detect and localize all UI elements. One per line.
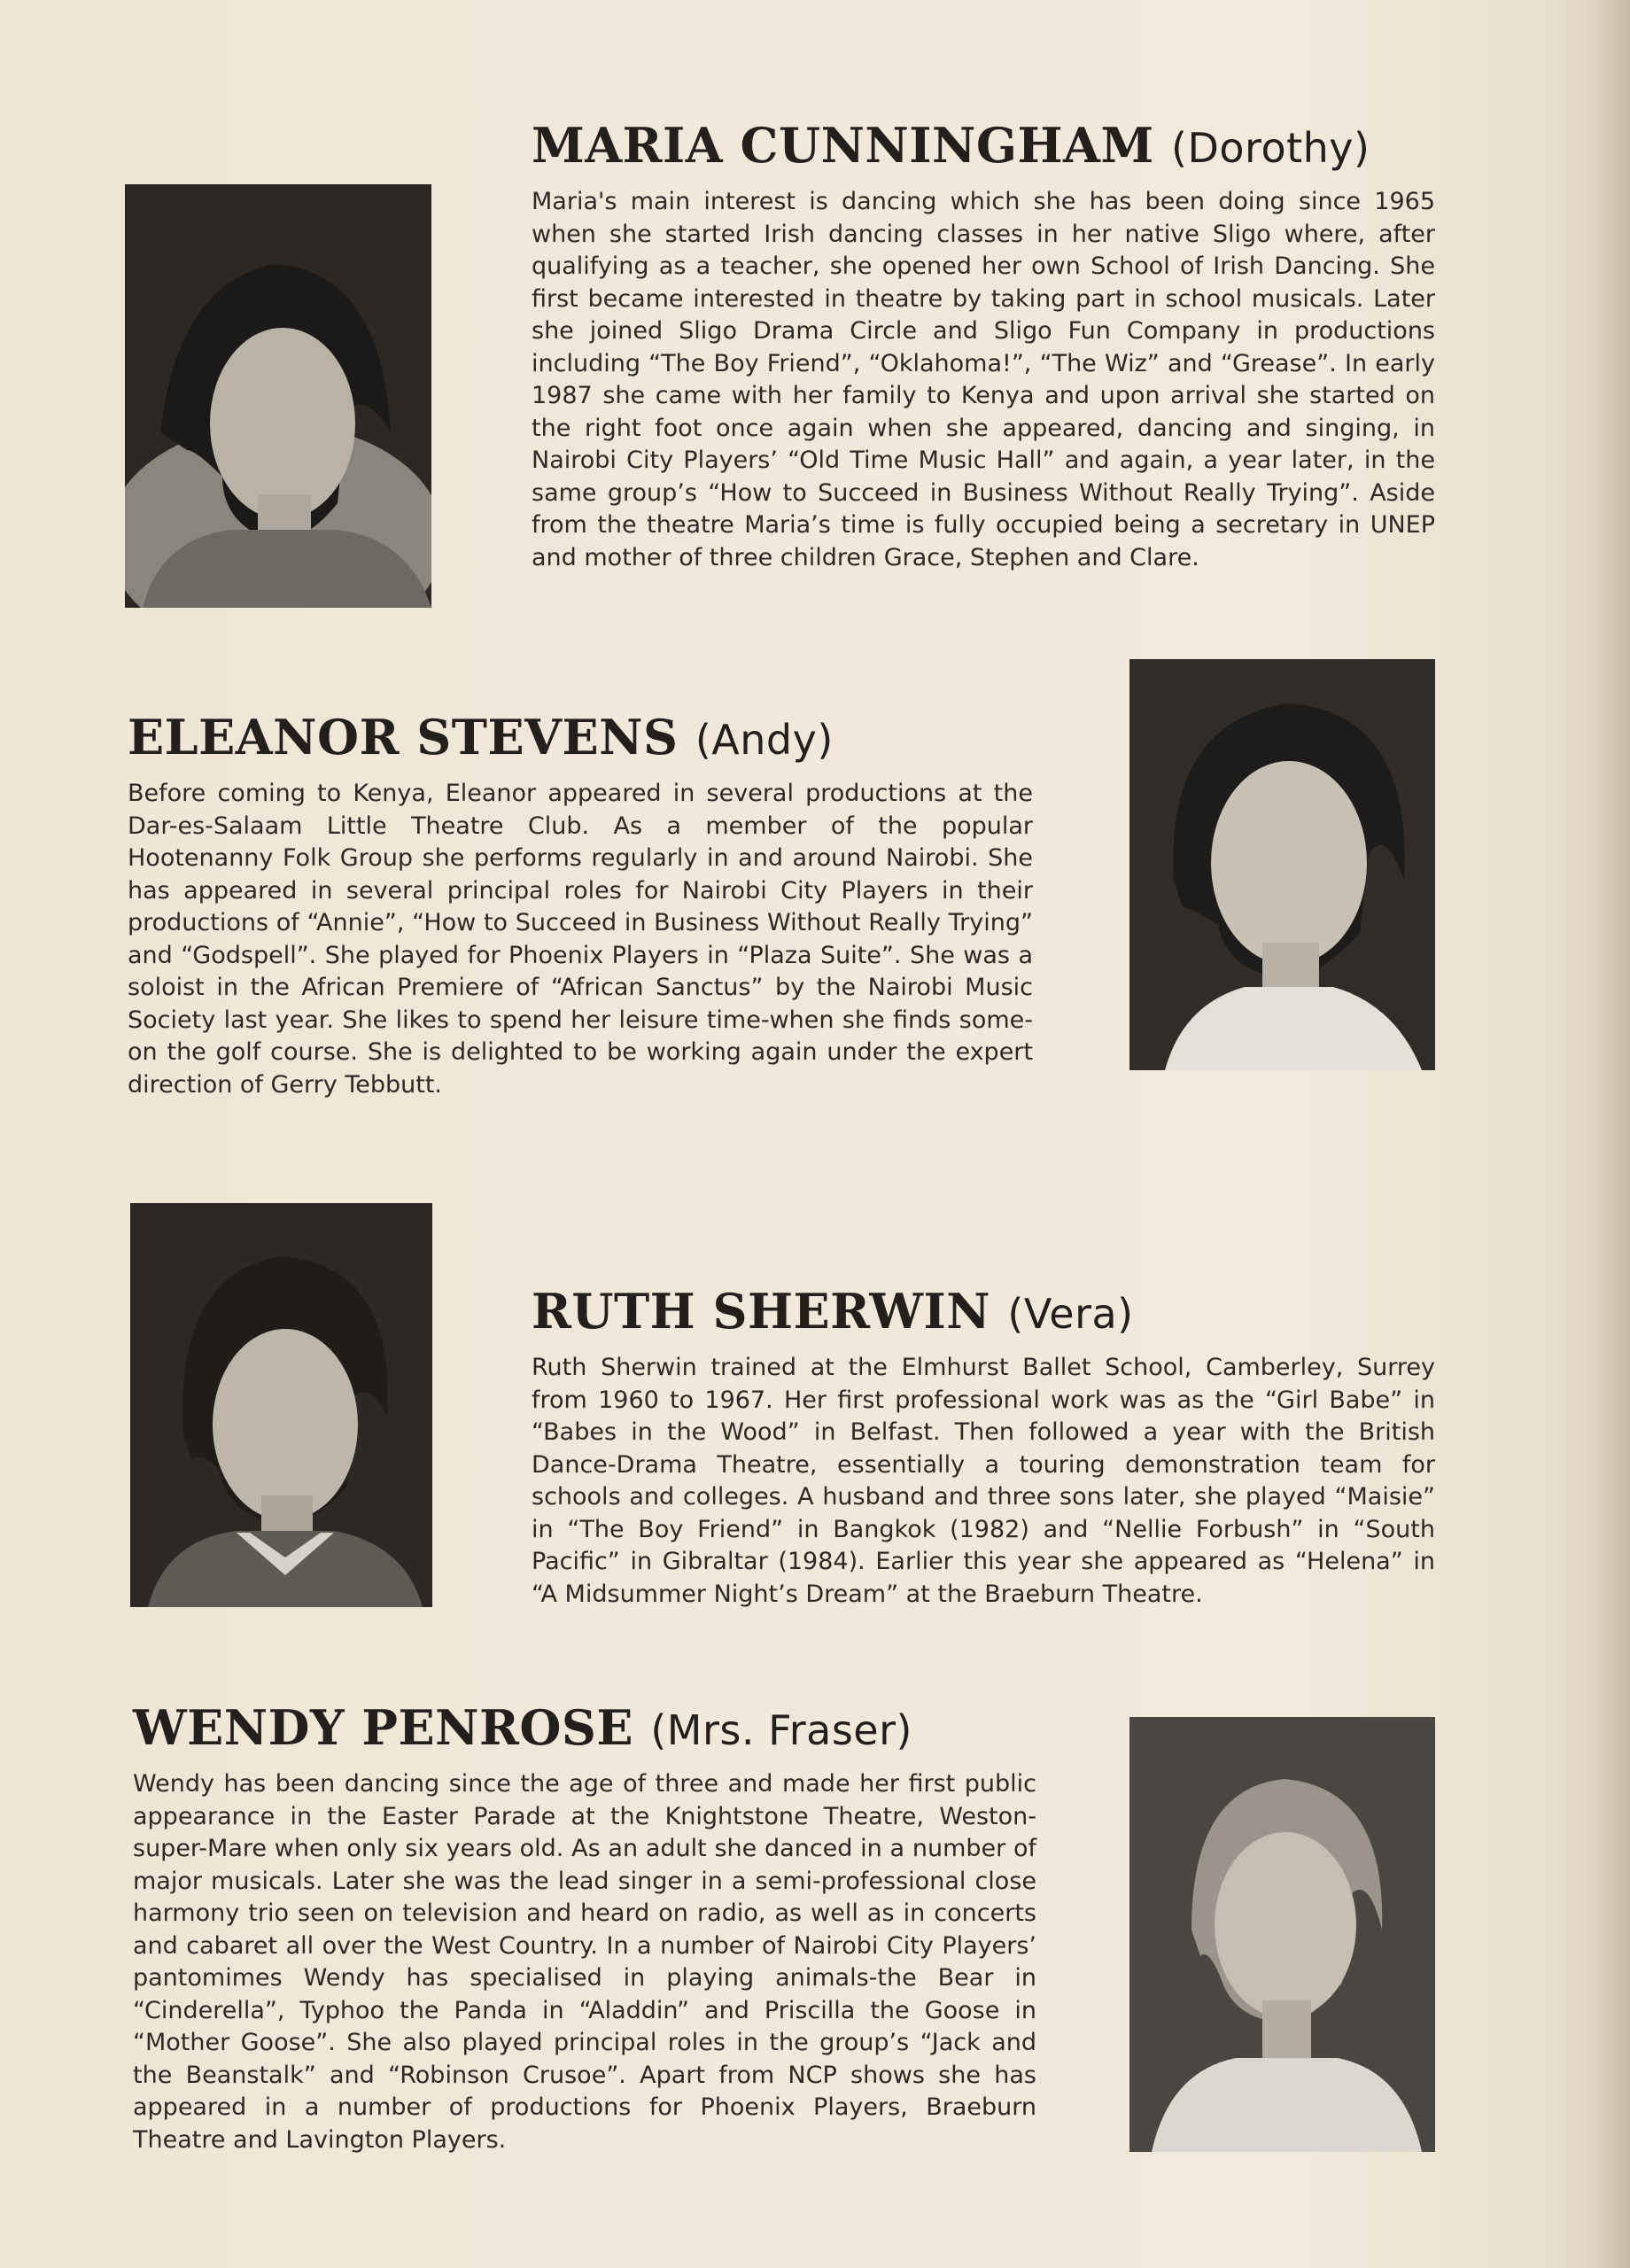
actor-heading (133, 1699, 1036, 1756)
actor-heading (532, 1283, 1435, 1340)
character-name: (Dorothy) (1171, 124, 1370, 172)
bio-text: Ruth Sherwin trained at the Elmhurst Ballet School, Camberley, Surrey from 1960 to 1967. Her first professional work was as the “Girl Babe” in “Babes in the Wood” in Belfast. Then followed a year with the British Dance-Drama Theatre, essentially a touring demonstration team for schools and colleges. A husband and three sons later, she played “Maisie” in “The Boy Friend” in Bangkok (1982) and “Nellie Forbush” in “South Pacific” in Gibraltar (1984). Earlier this year she appeared as “Helena” in “A Midsummer Night’s Dream” at the Braeburn Theatre. (532, 1354, 1435, 1608)
actor-name: WENDY PENROSE (133, 1699, 634, 1756)
portrait-photo-wendy (1129, 1717, 1435, 2152)
portrait-photo-ruth (130, 1203, 432, 1607)
bio-text: Maria's main interest is dancing which she has been doing since 1965 when she started Irish dancing classes in her native Sligo where, after qualifying as a teacher, she opened her own School of Irish Dancing. She first became interested in theatre by taking part in school musicals. Later she joined Sligo Drama Circle and Sligo Fun Company in productions including “The Boy Friend”, “Oklahoma!”, “The Wiz” and “Grease”. In early 1987 she came with her family to Kenya and upon arrival she started on the right foot once again when she appeared, dancing and singing, in Nairobi City Players’ “Old Time Music Hall” and again, a year later, in the same group’s “How to Succeed in Business Without Really Trying”. Aside from the theatre Maria’s time is fully occupied being a secretary in UNEP and mother of three children Grace, Stephen and Clare. (532, 188, 1435, 571)
portrait-photo-maria (125, 184, 431, 608)
character-name: (Vera) (1007, 1290, 1134, 1338)
bio-maria-cunningham (532, 117, 1435, 574)
actor-name: RUTH SHERWIN (532, 1283, 991, 1340)
bio-ruth-sherwin (532, 1283, 1435, 1611)
bio-wendy-penrose (133, 1699, 1036, 2156)
bio-text: Before coming to Kenya, Eleanor appeared in several productions at the Dar-es-Salaam Little Theatre Club. As a member of the popular Hootenanny Folk Group she performs regularly in and around Nairobi. She has appeared in several principal roles for Nairobi City Players in their productions of “Annie”, “How to Succeed in Business Without Really Trying” and “Godspell”. She played for Phoenix Players in “Plaza Suite”. She was a soloist in the African Premiere of “African Sanctus” by the Nairobi Music Society last year. She likes to spend her leisure time-when she finds some-on the golf course. She is delighted to be working again under the expert direction of Gerry Tebbutt. (128, 780, 1033, 1099)
actor-heading (128, 709, 1033, 765)
bio-eleanor-stevens (128, 709, 1033, 1101)
actor-name: ELEANOR STEVENS (128, 709, 679, 765)
portrait-photo-eleanor (1129, 659, 1435, 1070)
character-name: (Andy) (695, 716, 834, 764)
actor-name: MARIA CUNNINGHAM (532, 117, 1154, 174)
bio-text: Wendy has been dancing since the age of three and made her first public appearance in the Easter Parade at the Knightstone Theatre, Weston-super-Mare when only six years old. As an adult she danced in a number of major musicals. Later she was the lead singer in a semi-professional close harmony trio seen on television and heard on radio, as well as in concerts and cabaret all over the West Country. In a number of Nairobi City Players’ pantomimes Wendy has specialised in playing animals-the Bear in “Cinderella”, Typhoo the Panda in “Aladdin” and Priscilla the Goose in “Mother Goose”. She also played principal roles in the group’s “Jack and the Beanstalk” and “Robinson Crusoe”. Apart from NCP shows she has appeared in a number of productions for Phoenix Players, Braeburn Theatre and Lavington Players. (133, 1770, 1036, 2154)
page-fold-shadow (1595, 0, 1630, 2268)
character-name: (Mrs. Fraser) (650, 1706, 912, 1754)
actor-heading (532, 117, 1435, 174)
